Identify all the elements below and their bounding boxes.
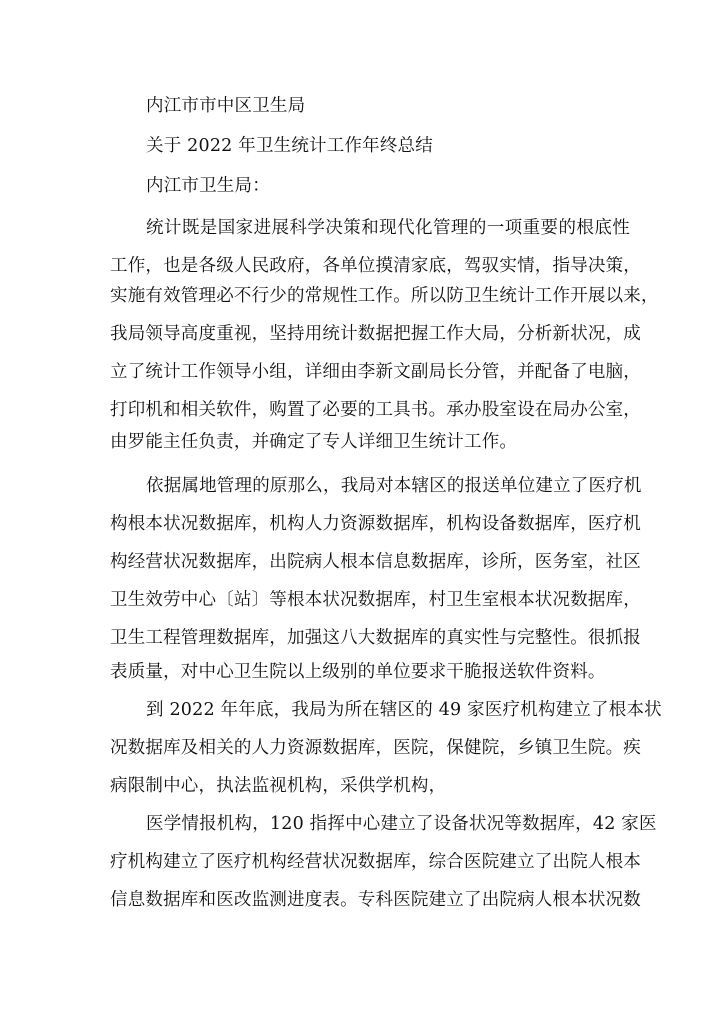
paragraph-line: 卫生工程管理数据库，加强这八大数据库的真实性与完整性。很抓报 — [110, 628, 641, 648]
paragraph-line: 信息数据库和医改监测进度表。专科医院建立了出院病人根本状况数 — [110, 890, 641, 910]
paragraph-line: 统计既是国家进展科学决策和现代化管理的一项重要的根底性 — [146, 218, 630, 238]
paragraph-line: 疗机构建立了医疗机构经营状况数据库，综合医院建立了出院人根本 — [110, 852, 641, 872]
paragraph-line: 我局领导高度重视，坚持用统计数据把握工作大局，分析新状况，成 — [110, 324, 641, 344]
paragraph-line: 病限制中心，执法监视机构，采供学机构， — [110, 776, 447, 796]
paragraph-line: 打印机和相关软件，购置了必要的工具书。承办股室设在局办公室， — [110, 400, 641, 420]
paragraph-line: 构经营状况数据库，出院病人根本信息数据库，诊所，医务室，社区 — [110, 552, 641, 572]
paragraph-line: 工作，也是各级人民政府，各单位摸清家底，驾驭实情，指导决策， — [110, 256, 641, 276]
paragraph-line: 由罗能主任负责，并确定了专人详细卫生统计工作。 — [110, 432, 518, 452]
paragraph-line: 卫生效劳中心〔站〕等根本状况数据库，村卫生室根本状况数据库， — [110, 590, 641, 610]
paragraph-line: 构根本状况数据库，机构人力资源数据库，机构设备数据库，医疗机 — [110, 514, 641, 534]
paragraph-line: 依据属地管理的原那么，我局对本辖区的报送单位建立了医疗机 — [146, 476, 642, 496]
paragraph-line: 医学情报机构，120 指挥中心建立了设备状况等数据库，42 家医 — [146, 814, 657, 834]
paragraph-line: 到 2022 年年底，我局为所在辖区的 49 家医疗机构建立了根本状 — [146, 700, 662, 720]
paragraph-line: 立了统计工作领导小组，详细由李新文副局长分管，并配备了电脑， — [110, 362, 641, 382]
paragraph-line: 表质量，对中心卫生院以上级别的单位要求干脆报送软件资料。 — [110, 662, 606, 682]
org-name: 内江市市中区卫生局 — [146, 96, 306, 116]
report-title: 关于 2022 年卫生统计工作年终总结 — [146, 136, 433, 156]
paragraph-line: 况数据库及相关的人力资源数据库，医院，保健院，乡镇卫生院。疾 — [110, 738, 641, 758]
paragraph-line: 实施有效管理必不行少的常规性工作。所以防卫生统计工作开展以来， — [110, 286, 659, 306]
recipient: 内江市卫生局： — [146, 176, 270, 196]
